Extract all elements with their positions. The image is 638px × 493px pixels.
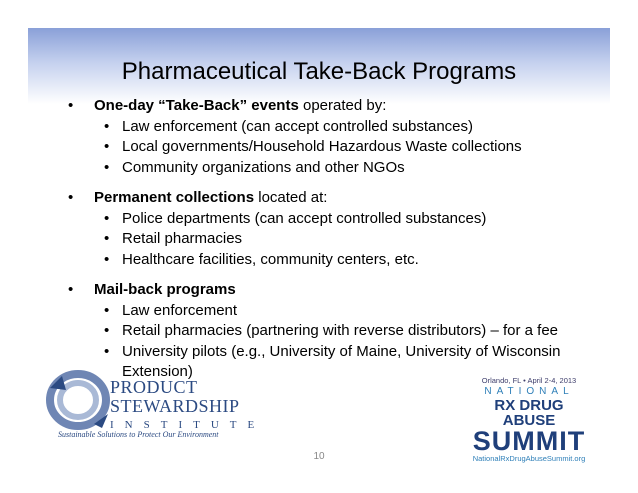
bullet-icon: • [104,209,110,227]
bullet-text: operated by: [298,97,387,114]
sub-bullet-text: Retail pharmacies (partnering with reverse distributors) – for a fee [122,322,559,339]
sub-bullet-item [68,301,608,322]
bullet-bold-text: Permanent collections [94,189,255,206]
slide-title: Pharmaceutical Take-Back Programs [121,58,517,85]
recycle-arrow-icon [44,368,114,434]
bullet-bold-text: Mail-back programs [94,281,236,298]
bullet-item [68,96,608,117]
sub-bullet-text: Police departments (can accept controlled substances) [122,209,487,227]
psi-line-2: STEWARDSHIP [110,396,240,416]
sub-bullet-text: Healthcare facilities, community centers, etc. [122,250,419,268]
sub-bullet-text: Retail pharmacies [122,230,243,247]
bullet-icon: • [104,117,110,135]
summit-title: SUMMIT [472,426,586,456]
slide-content [68,96,608,393]
sub-bullet-text: Local governments/Household Hazardous Waste collections [122,138,522,155]
summit-rx-drug-abuse: RX DRUG ABUSE [494,397,564,429]
bullet-group-2 [68,188,608,270]
bullet-icon: • [104,230,110,247]
sub-bullet-text: Law enforcement (can accept controlled substances) [122,117,474,135]
bullet-icon: • [104,342,110,360]
sub-bullet-text: University pilots (e.g., University of Maine, University of Wisconsin Extension) [122,342,561,380]
summit-url: NationalRxDrugAbuseSummit.org [472,454,586,463]
summit-date: Orlando, FL • April 2-4, 2013 [481,376,577,385]
sub-bullet-item [68,158,608,179]
psi-line-3: INSTITUTE [110,419,266,431]
sub-bullet-item [68,137,608,158]
bullet-group-1 [68,96,608,178]
bullet-icon: • [104,322,110,339]
sub-bullet-item [68,209,608,230]
sub-bullet-text: Law enforcement [122,301,238,319]
sub-bullet-item [68,250,608,271]
sub-bullet-item [68,117,608,138]
psi-tagline: Sustainable Solutions to Protect Our Environment [58,430,219,439]
product-stewardship-institute-logo [44,368,266,448]
summit-national: NATIONAL [484,386,574,397]
page-number: 10 [313,451,325,462]
bullet-icon: • [68,189,74,206]
bullet-icon: • [104,250,110,268]
rx-drug-abuse-summit-logo [470,376,588,463]
sub-bullet-text: Community organizations and other NGOs [122,158,405,176]
bullet-icon: • [68,97,74,114]
psi-line-1: PRODUCT [110,377,198,397]
bullet-bold-text: One-day “Take-Back” events [94,97,299,114]
bullet-item [68,280,608,301]
sub-bullet-item [68,321,608,342]
bullet-icon: • [104,138,110,155]
bullet-icon: • [104,301,110,319]
sub-bullet-item [68,229,608,250]
bullet-icon: • [68,281,74,298]
bullet-icon: • [104,158,110,176]
psi-wordmark [110,378,265,432]
bullet-item [68,188,608,209]
bullet-text: located at: [254,189,328,206]
